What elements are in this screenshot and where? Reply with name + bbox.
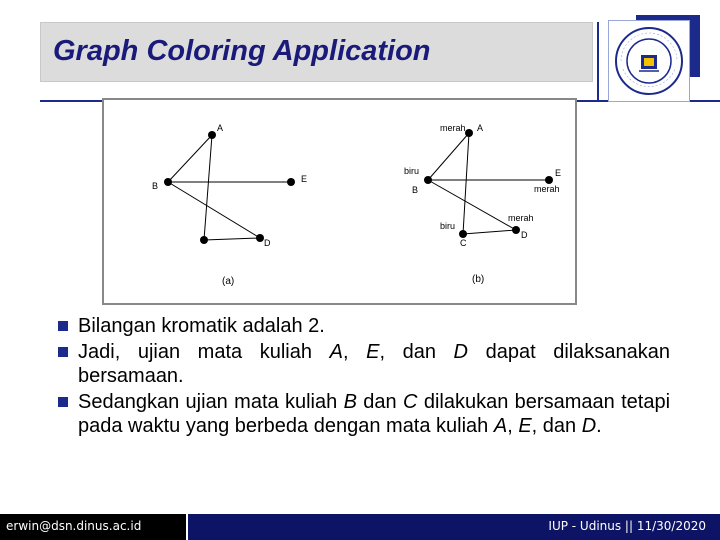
node-label-e: E — [301, 174, 308, 184]
edge-c-d — [204, 238, 260, 240]
square-bullet-icon — [58, 347, 68, 357]
footer-email: erwin@dsn.dinus.ac.id — [6, 519, 142, 533]
bullet-text: , — [507, 415, 519, 437]
logo-seal-graphic — [609, 21, 689, 101]
bullet-text: Jadi, ujian mata kuliah — [78, 341, 330, 363]
bullet-text-italic: E — [518, 415, 532, 437]
node-label-b: B — [412, 185, 419, 195]
node-label-b: B — [152, 181, 159, 191]
bullet-text: , dan — [531, 415, 582, 437]
node-e — [545, 176, 553, 184]
bullet-text: dapat dilaksanakan bersamaan. — [78, 341, 670, 387]
graph-svg — [104, 100, 575, 303]
bullet-text-italic: A — [493, 415, 508, 437]
node-label-a: A — [477, 123, 484, 133]
bullet-text: , dan — [379, 341, 454, 363]
node-c — [459, 230, 467, 238]
footer-bar — [0, 514, 720, 540]
accent-line-vertical — [597, 22, 599, 102]
edge-b-d — [168, 182, 260, 238]
bullet-text: , — [342, 341, 367, 363]
square-bullet-icon — [58, 397, 68, 407]
graph-figure — [102, 98, 577, 305]
node-label-e: E — [555, 168, 562, 178]
bullet-text-italic: B — [343, 391, 357, 413]
edge-c-d — [463, 230, 516, 234]
node-label-d: D — [521, 230, 528, 240]
university-seal-logo — [608, 20, 690, 102]
bullet-text-italic: D — [453, 341, 468, 363]
bullet-item — [58, 340, 670, 388]
bullet-text-italic: E — [366, 341, 380, 363]
node-color-c: biru — [440, 221, 456, 231]
edge-a-b — [168, 135, 212, 182]
edge-a-c — [204, 135, 212, 240]
bullet-item — [58, 314, 670, 338]
caption-a: (a) — [222, 276, 235, 287]
node-c — [200, 236, 208, 244]
bullet-text: . — [596, 415, 602, 437]
edge-a-b — [428, 133, 469, 180]
title-box — [40, 22, 593, 82]
node-d — [512, 226, 520, 234]
node-label-c: C — [460, 238, 467, 248]
node-a — [208, 131, 216, 139]
bullet-text-italic: C — [403, 391, 418, 413]
node-a — [465, 129, 473, 137]
bullet-item — [58, 390, 670, 438]
footer-info: IUP - Udinus || 11/30/2020 — [548, 519, 706, 533]
node-label-d: D — [264, 238, 271, 248]
edge-a-c — [463, 133, 469, 234]
node-color-e: merah — [534, 184, 560, 194]
node-color-b: biru — [404, 166, 420, 176]
node-label-a: A — [217, 123, 224, 133]
bullet-text-italic: A — [329, 341, 343, 363]
bullet-text: dilakukan bersamaan tetapi pada waktu yang berbeda dengan mata kuliah — [78, 391, 671, 437]
node-color-a: merah — [440, 123, 466, 133]
square-bullet-icon — [58, 321, 68, 331]
footer-left-box — [0, 514, 188, 540]
bullet-list — [58, 314, 670, 440]
graph-b — [404, 123, 561, 285]
bullet-text: dan — [356, 391, 404, 413]
graph-a — [152, 123, 307, 287]
node-color-d: merah — [508, 213, 534, 223]
node-b — [164, 178, 172, 186]
bullet-text: Sedangkan ujian mata kuliah — [78, 391, 344, 413]
bullet-text: Bilangan kromatik adalah 2. — [78, 315, 325, 337]
node-b — [424, 176, 432, 184]
node-e — [287, 178, 295, 186]
node-d — [256, 234, 264, 242]
caption-b: (b) — [472, 274, 485, 285]
slide-title: Graph Coloring Application — [53, 35, 431, 67]
bullet-text-italic: D — [581, 415, 597, 437]
